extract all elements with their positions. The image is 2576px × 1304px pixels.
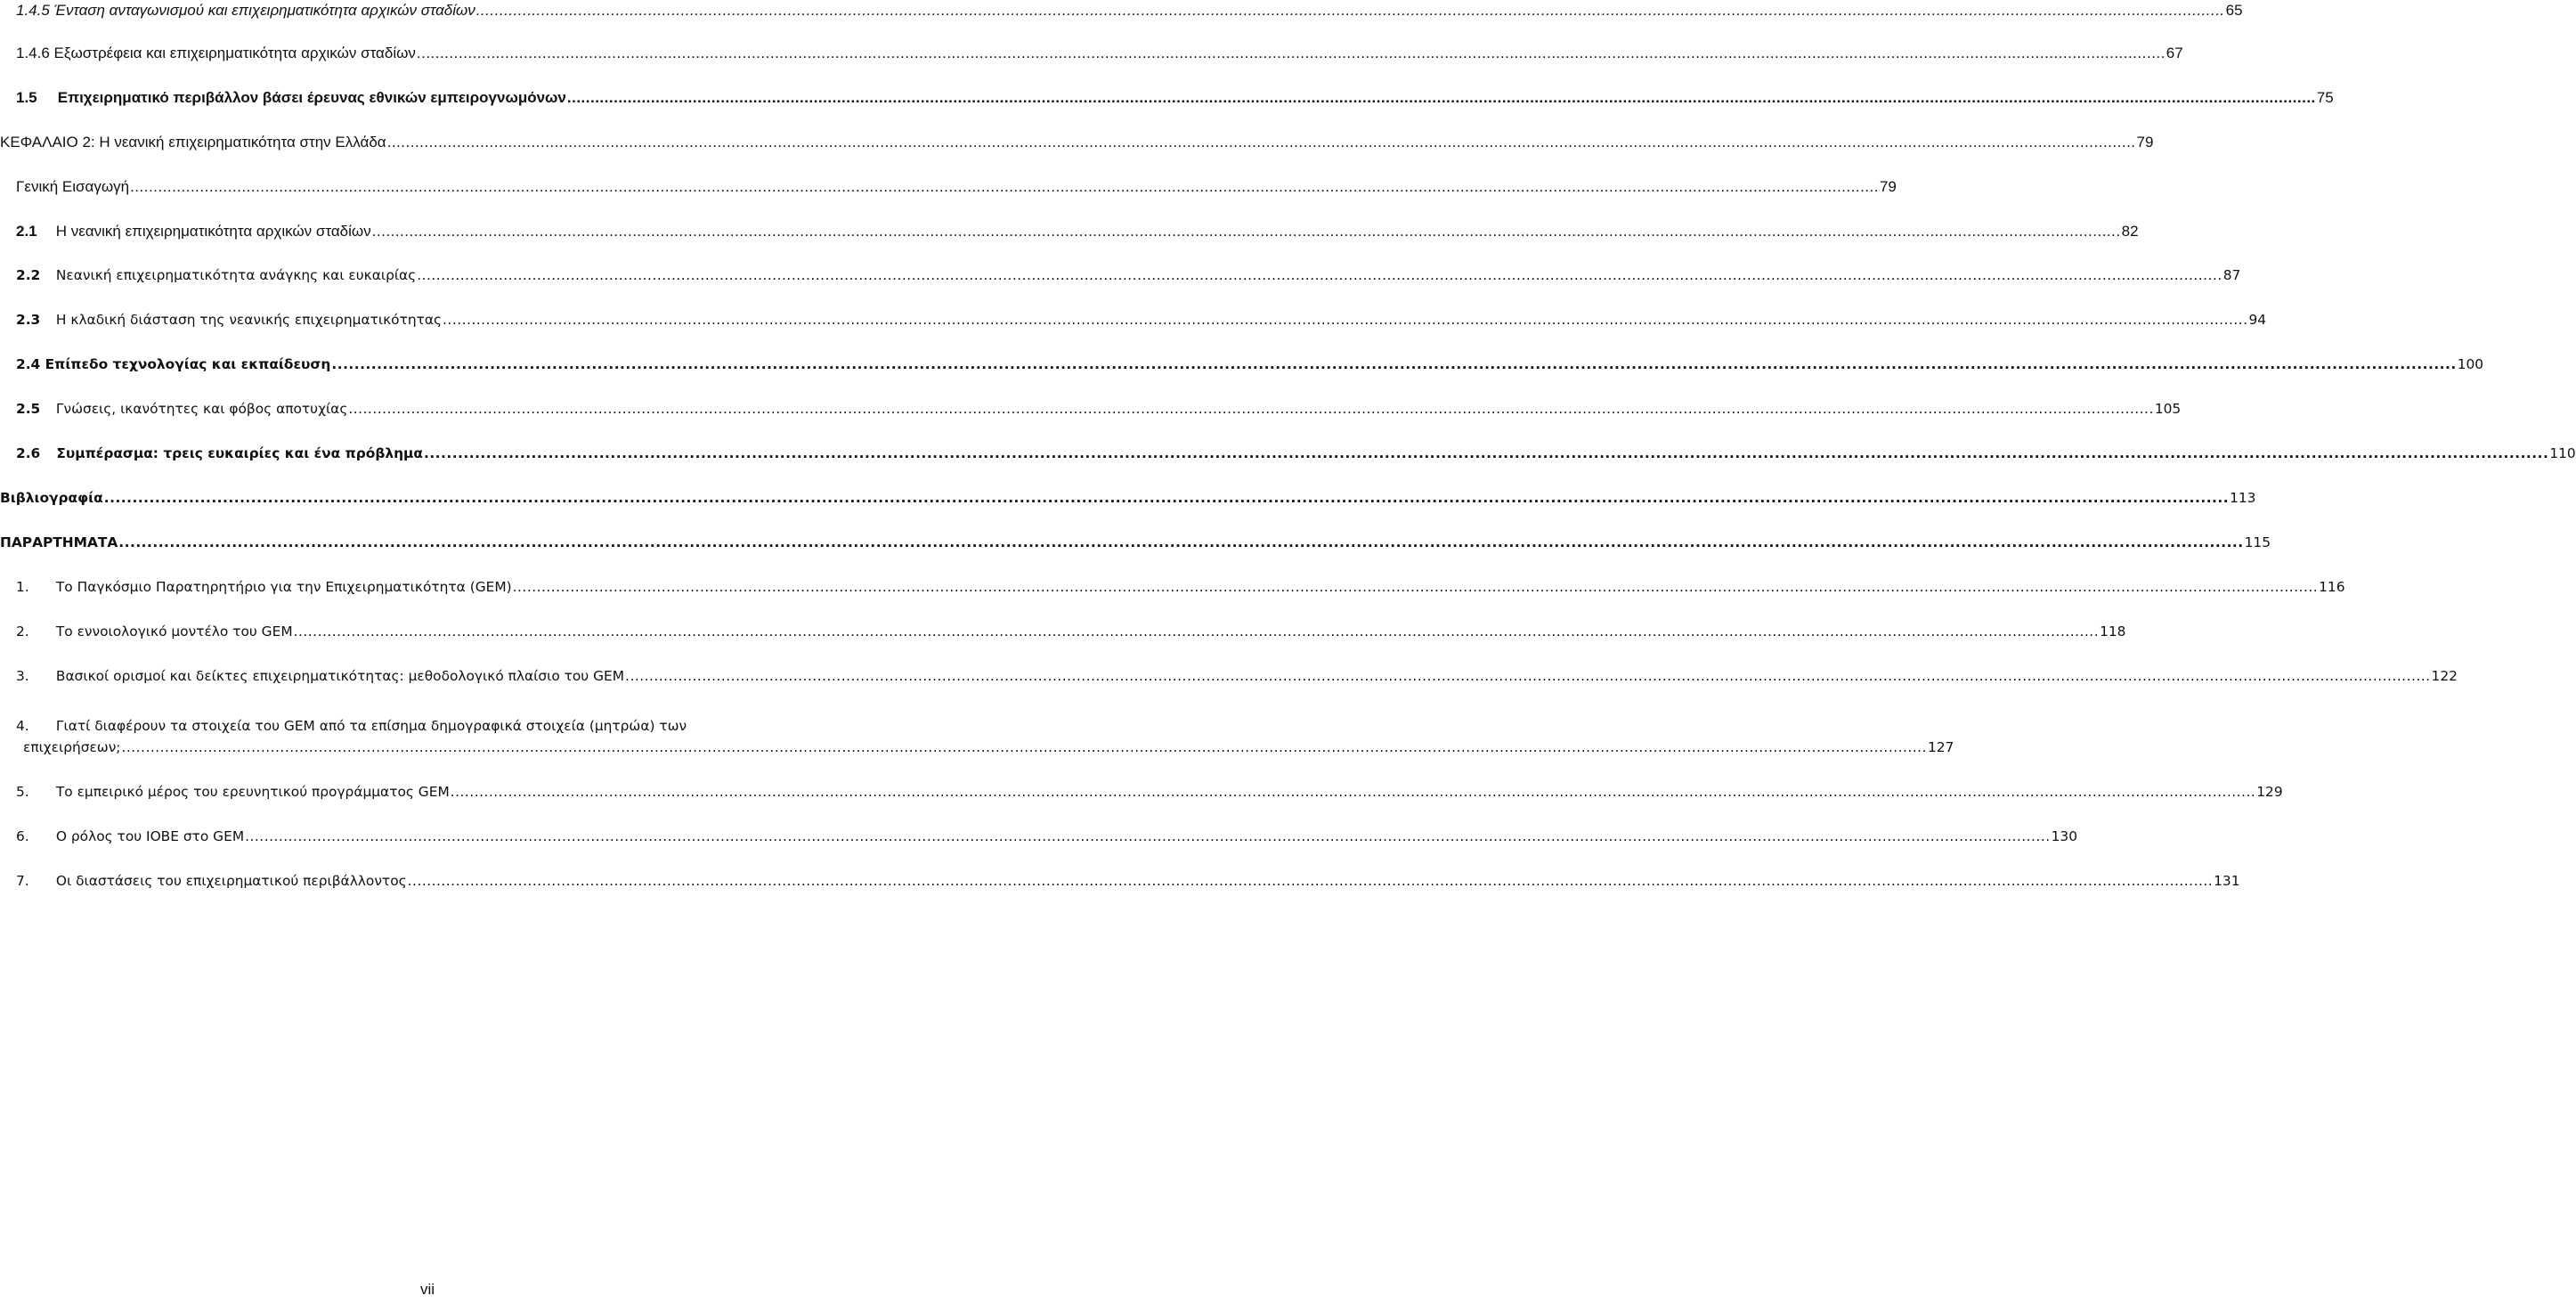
leader-dots [424,445,2548,461]
toc-page-number: 131 [2214,873,2240,889]
leader-dots [121,739,1926,755]
leader-dots [294,623,2099,640]
toc-page-number: 127 [1927,739,1954,755]
toc-entry-label: Γενική Εισαγωγή [16,178,130,195]
toc-page-number: 113 [2230,490,2256,506]
toc-page-number: 67 [2166,45,2183,61]
toc-entry-label: 2.3 Η κλαδική διάσταση της νεανικής επιχειρηματικότητας [16,312,443,328]
toc-entry-label: 2.5 Γνώσεις, ικανότητες και φόβος αποτυχίας [16,401,348,417]
toc-entry[interactable] [16,223,2139,249]
toc-entry[interactable] [0,134,2154,160]
toc-page-number: 65 [2225,2,2243,19]
toc-page-number: 87 [2223,267,2241,283]
leader-dots [476,2,2225,20]
toc-page-number: 100 [2457,356,2484,372]
toc-page-number: 105 [2154,401,2182,417]
toc-entry-label: 2.6 Συμπέρασμα: τρεις ευκαιρίες και ένα πρόβλημα [16,445,423,461]
toc-entry[interactable] [16,89,2334,116]
toc-entry-label: 1.5 Επιχειρηματικό περιβάλλον βάσει έρευνας εθνικών εμπειρογνωμόνων [16,89,566,106]
leader-dots [417,45,2166,62]
toc-page-number: 94 [2248,312,2267,328]
leader-dots [567,89,2316,107]
leader-dots [372,223,2121,240]
toc-entry[interactable] [16,668,2458,695]
page-number-footer: vii [419,1281,435,1298]
leader-dots [331,356,2456,372]
toc-entry-label: ΚΕΦΑΛΑΙΟ 2: Η νεανική επιχειρηματικότητα στην Ελλάδα [0,134,386,151]
toc-entry-label: επιχειρήσεων; [23,739,121,755]
toc-entry-label: 1.4.5 Ένταση ανταγωνισμού και επιχειρηματικότητα αρχικών σταδίων [16,2,475,19]
leader-dots [104,490,2229,506]
toc-entry-label: 3. Βασικοί ορισμοί και δείκτες επιχειρηματικότητας: μεθοδολογικό πλαίσιο του GEM [16,668,625,684]
toc-entry[interactable] [16,401,2182,428]
toc-entry-label: 2.1 Η νεανική επιχειρηματικότητα αρχικών σταδίων [16,223,371,240]
toc-entry-label: Γιατί διαφέρουν τα στοιχεία του GEM από τα επίσημα δημογραφικά στοιχεία (μητρώα) των [55,718,687,734]
toc-entry[interactable] [16,873,2240,900]
toc-page-number: 129 [2256,784,2283,800]
toc-entry[interactable] [16,267,2241,294]
leader-dots [408,873,2213,889]
toc-page-number: 130 [2051,828,2077,844]
leader-dots [443,312,2247,328]
toc-entry-first-line[interactable]: 4. Γιατί διαφέρουν τα στοιχεία του GEM από τα επίσημα δημογραφικά στοιχεία (μητρώα) των [16,718,687,734]
toc-entry[interactable] [16,356,2484,383]
toc-entry[interactable] [16,784,2283,811]
toc-entry-label: Βιβλιογραφία [0,490,103,506]
toc-page-number: 118 [2100,623,2126,640]
toc-page-number: 75 [2316,89,2334,106]
toc-entry[interactable] [16,579,2345,606]
toc-entry[interactable] [0,534,2271,561]
toc-page-number: 110 [2549,445,2576,461]
toc-entry-label: 1.4.6 Εξωστρέφεια και επιχειρηματικότητα αρχικών σταδίων [16,45,416,61]
toc-entry-label: 2.2 Νεανική επιχειρηματικότητα ανάγκης και ευκαιρίας [16,267,417,283]
leader-dots [513,579,2318,595]
toc-page-number: 116 [2319,579,2345,595]
toc-entry[interactable] [16,828,2077,855]
toc-page-number: 79 [2136,134,2154,151]
leader-dots [348,401,2153,417]
toc-entry[interactable] [16,445,2576,472]
toc-entry[interactable] [16,45,2183,71]
toc-entry[interactable] [0,490,2256,517]
toc-entry-label: ΠΑΡΑΡΤΗΜΑΤΑ [0,534,118,550]
toc-page-number: 79 [1879,178,1897,195]
toc-page-number: 82 [2121,223,2139,240]
toc-entry-label: 2.4 Επίπεδο τεχνολογίας και εκπαίδευση [16,356,331,372]
toc-entry[interactable] [23,739,1954,766]
leader-dots [387,134,2136,151]
toc-entry-label: 2. Το εννοιολογικό μοντέλο του GEM [16,623,293,640]
toc-entry-label: 5. Το εμπειρικό μέρος του ερευνητικού προγράμματος GEM [16,784,450,800]
leader-dots [451,784,2255,800]
toc-entry[interactable] [16,623,2126,650]
leader-dots [245,828,2050,844]
leader-dots [118,534,2243,550]
toc-page-number: 122 [2431,668,2458,684]
toc-entry[interactable] [16,2,2243,29]
toc-entry[interactable] [16,312,2267,338]
leader-dots [625,668,2430,684]
toc-entry[interactable] [16,178,1897,205]
toc-entry-label: 6. Ο ρόλος του ΙΟΒΕ στο GEM [16,828,245,844]
toc-page-number: 115 [2244,534,2271,550]
toc-entry-label: 7. Οι διαστάσεις του επιχειρηματικού περιβάλλοντος [16,873,407,889]
toc-entry-label: 1. Το Παγκόσμιο Παρατηρητήριο για την Επιχειρηματικότητα (GEM) [16,579,512,595]
leader-dots [130,178,1879,196]
leader-dots [417,267,2222,283]
